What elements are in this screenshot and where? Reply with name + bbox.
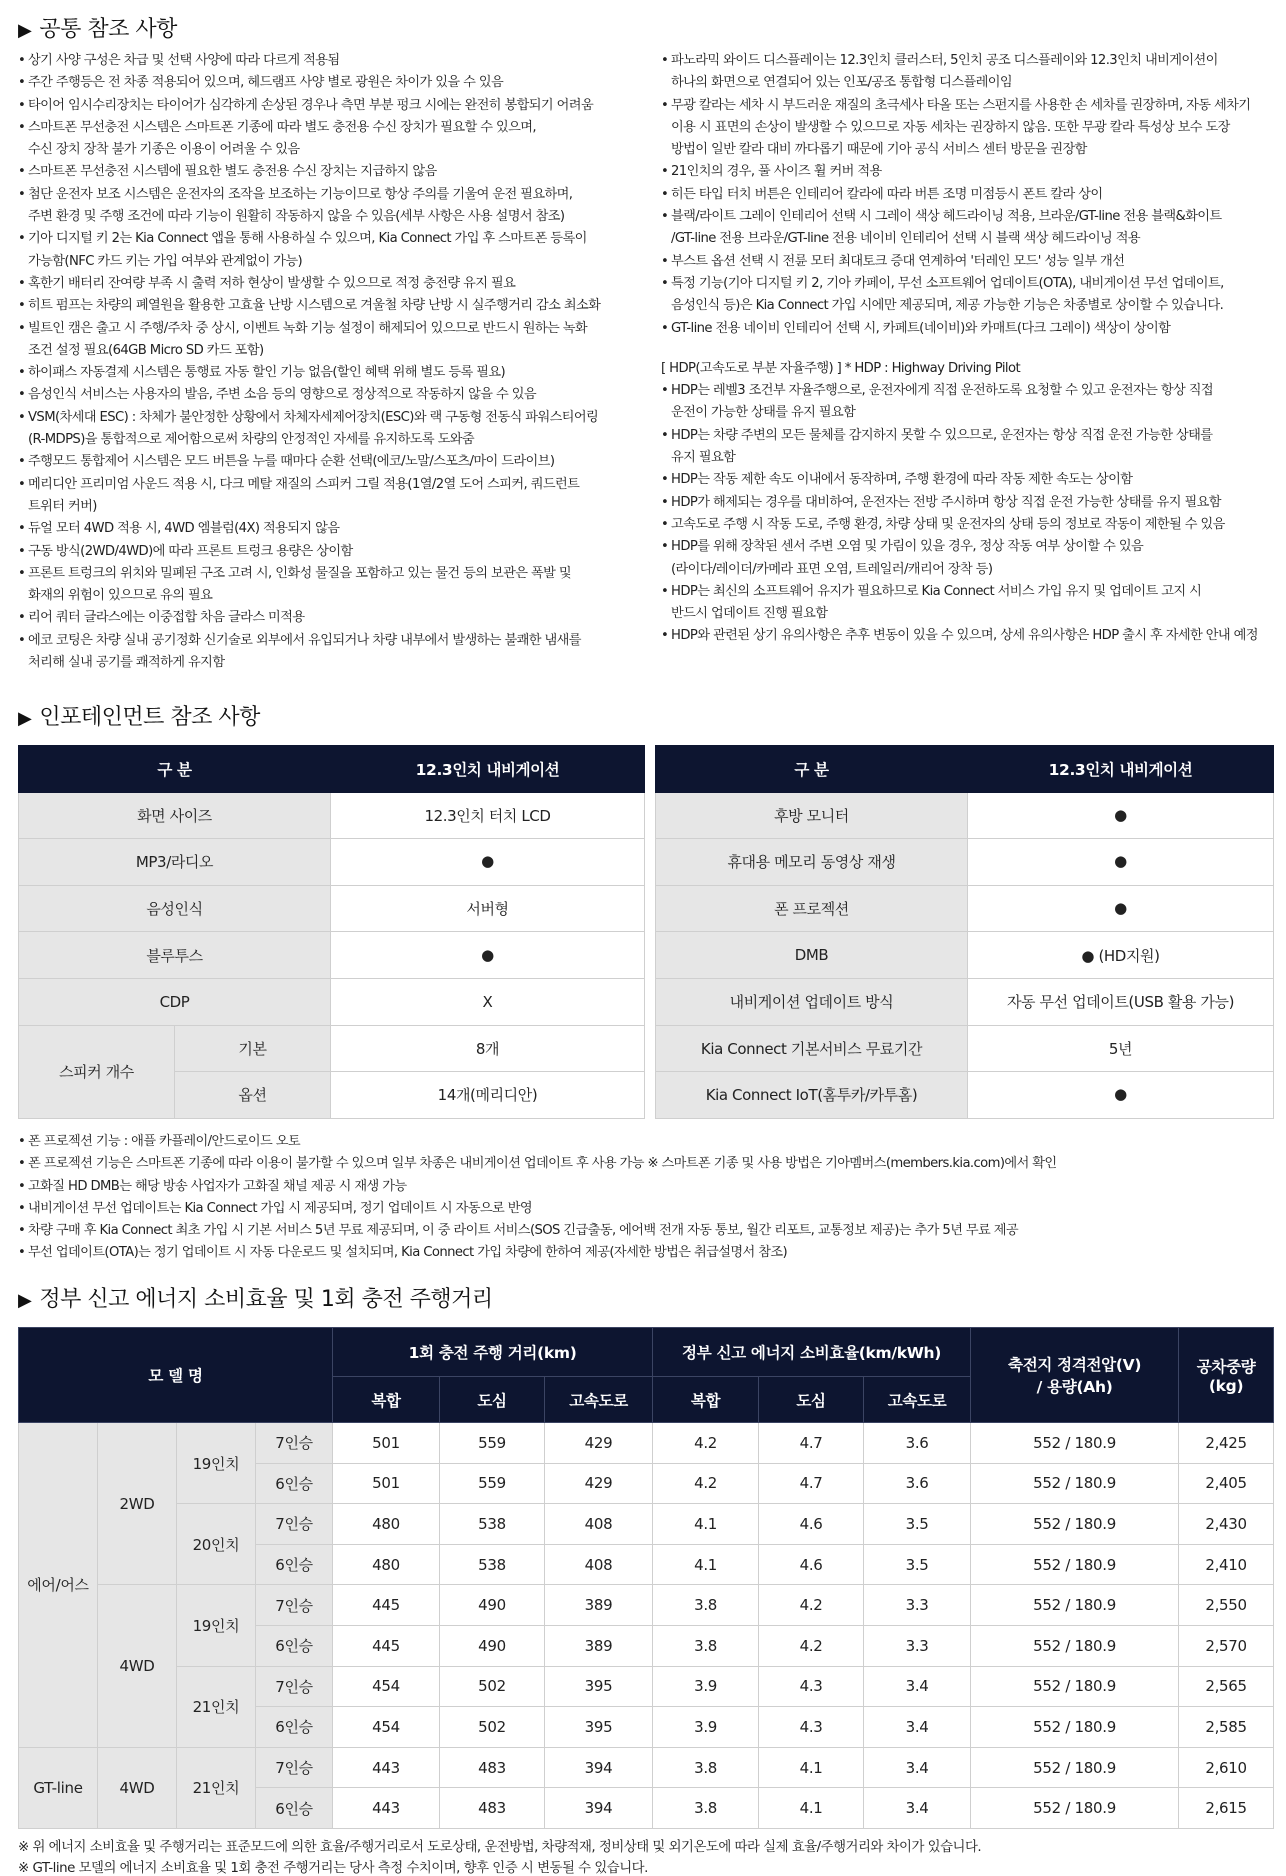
hdp-note-item: • HDP는 작동 제한 속도 이내에서 동작하며, 주행 환경에 따라 작동 제한 속도는 상이함 [661,469,1258,491]
value-cell: 3.3 [864,1625,971,1666]
section-title-common: ▶ 공통 참조 사항 [18,17,177,42]
sub-header: 도심 [759,1377,864,1423]
table-row [19,1666,1274,1707]
footnote-2: ※ GT-line 모델의 에너지 소비효율 및 1회 충전 주행거리는 당사 측정 수치이며, 향후 인증 시 변동될 수 있습니다. [18,1861,648,1876]
value-cell: 4.1 [653,1544,759,1585]
row-label: CDP [19,978,331,1025]
table-row [19,839,645,886]
note-item: 하나의 화면으로 연결되어 있는 인포/공조 통합형 디스플레이임 [671,75,1013,91]
sub-header: 복합 [333,1377,440,1423]
row-value: ● [331,839,645,886]
model-header: 모 델 명 [19,1328,333,1423]
row-value: ● (HD지원) [968,932,1274,979]
value-cell: 408 [545,1504,653,1545]
speaker-value: 8개 [331,1025,645,1072]
hdp-note-item: • HDP는 최신의 소프트웨어 유지가 필요하므로 Kia Connect 서비스 가입 유지 및 업데이트 고지 시 [661,581,1258,603]
value-cell: 4.1 [759,1747,864,1788]
hdp-note-item: 운전이 가능한 상태를 유지 필요함 [671,405,856,421]
row-label: 내비게이션 업데이트 방식 [656,978,968,1025]
value-cell: 389 [545,1585,653,1626]
value-cell: 4.7 [759,1463,864,1504]
note-item: 가능함(NFC 카드 키는 가입 여부와 관계없이 가능) [28,253,303,269]
section-title-energy: ▶ 정부 신고 에너지 소비효율 및 1회 충전 주행거리 [18,1287,493,1312]
row-value: 5년 [968,1025,1274,1072]
note-item: • 주행모드 통합제어 시스템은 모드 버튼을 누를 때마다 순환 선택(에코/노말/스포츠/마이 드라이브) [18,451,600,473]
battery-header [971,1328,1179,1423]
value-cell: 2,565 [1179,1666,1274,1707]
table-row [19,1423,1274,1464]
table-row [19,1504,1274,1545]
hdp-note-item: • HDP는 차량 주변의 모든 물체를 감지하지 못할 수 있으므로, 운전자는 항상 직접 운전 가능한 상태를 [661,425,1258,447]
speaker-label: 스피커 개수 [19,1025,175,1118]
seat-cell: 6인승 [256,1707,333,1748]
note-item: • 히트 펌프는 차량의 폐열원을 활용한 고효율 난방 시스템으로 겨울철 차량 난방 시 실주행거리 감소 최소화 [18,295,600,317]
note-item: • 히든 타입 터치 버튼은 인테리어 칼라에 따라 버튼 조명 미점등시 폰트 칼라 상이 [661,184,1258,206]
common-notes-right [661,50,1258,648]
drive-cell: 4WD [98,1747,177,1828]
weight-header-line2: (kg) [1208,1377,1244,1395]
section-title-infotainment: ▶ 인포테인먼트 참조 사항 [18,705,260,730]
col-header: 12.3인치 내비게이션 [331,746,645,793]
weight-header-line1: 공차중량 [1196,1358,1256,1376]
value-cell: 538 [440,1504,545,1545]
value-cell: 2,570 [1179,1625,1274,1666]
value-cell: 394 [545,1747,653,1788]
value-cell: 3.4 [864,1788,971,1829]
hdp-note-item: • 고속도로 주행 시 작동 도로, 주행 환경, 차량 상태 및 운전자의 상태 등의 정보로 작동이 제한될 수 있음 [661,514,1258,536]
table-row [19,885,645,932]
seat-cell: 7인승 [256,1504,333,1545]
value-cell: 454 [333,1666,440,1707]
value-cell: 395 [545,1666,653,1707]
row-label: Kia Connect 기본서비스 무료기간 [656,1025,968,1072]
value-cell: 4.2 [653,1463,759,1504]
row-label: 음성인식 [19,885,331,932]
note-item: 조건 설정 필요(64GB Micro SD 카드 포함) [28,342,264,358]
row-value: ● [968,792,1274,839]
value-cell: 389 [545,1625,653,1666]
note-item: • 첨단 운전자 보조 시스템은 운전자의 조작을 보조하는 기능이므로 항상 주의를 기울여 운전 필요하며, [18,184,600,206]
note-item: • 차량 구매 후 Kia Connect 최초 가입 시 기본 서비스 5년 무료 제공되며, 이 중 라이트 서비스(SOS 긴급출동, 에어백 전개 자동 통보, 월간 리포트, 교통정보 제공)는 추가 5년 무료 제공 [18,1220,1057,1242]
col-header: 12.3인치 내비게이션 [968,746,1274,793]
note-item: /GT-line 전용 브라운/GT-line 전용 네이비 인테리어 선택 시 블랙 색상 헤드라이닝 적용 [671,231,1140,247]
efficiency-header: 정부 신고 에너지 소비효율(km/kWh) [653,1328,971,1377]
note-item: • 무광 칼라는 세차 시 부드러운 재질의 초극세사 타올 또는 스펀지를 사용한 손 세차를 권장하며, 자동 세차기 [661,95,1258,117]
hdp-heading: [ HDP(고속도로 부분 자율주행) ] * HDP : Highway Driving Pilot [661,360,1021,376]
trim-cell: 에어/어스 [19,1423,98,1748]
hdp-note-item: • HDP와 관련된 상기 유의사항은 추후 변동이 있을 수 있으며, 상세 유의사항은 HDP 출시 후 자세한 안내 예정 [661,625,1258,647]
value-cell: 429 [545,1463,653,1504]
value-cell: 443 [333,1788,440,1829]
note-item: • 21인치의 경우, 풀 사이즈 휠 커버 적용 [661,161,1258,183]
hdp-note-item: 반드시 업데이트 진행 필요함 [671,606,828,622]
value-cell: 3.6 [864,1423,971,1464]
note-item: • 빌트인 캠은 출고 시 주행/주차 중 상시, 이벤트 녹화 기능 설정이 해제되어 있으므로 반드시 원하는 녹화 [18,318,600,340]
table-row [19,932,645,979]
value-cell: 483 [440,1747,545,1788]
speaker-value: 14개(메리디안) [331,1072,645,1119]
value-cell: 552 / 180.9 [971,1585,1179,1626]
value-cell: 4.1 [759,1788,864,1829]
value-cell: 559 [440,1423,545,1464]
speaker-sub-label: 기본 [175,1025,331,1072]
row-value: 자동 무선 업데이트(USB 활용 가능) [968,978,1274,1025]
value-cell: 445 [333,1585,440,1626]
table-row [19,792,645,839]
table-row [19,1747,1274,1788]
note-item: • 고화질 HD DMB는 해당 방송 사업자가 고화질 채널 제공 시 재생 가능 [18,1176,1057,1198]
row-label: 휴대용 메모리 동영상 재생 [656,839,968,886]
row-value: ● [331,932,645,979]
value-cell: 3.8 [653,1625,759,1666]
wheel-cell: 21인치 [177,1666,256,1747]
row-value: X [331,978,645,1025]
value-cell: 490 [440,1585,545,1626]
value-cell: 552 / 180.9 [971,1625,1179,1666]
value-cell: 3.4 [864,1707,971,1748]
value-cell: 552 / 180.9 [971,1463,1179,1504]
note-item: • 무선 업데이트(OTA)는 정기 업데이트 시 자동 다운로드 및 설치되며, Kia Connect 가입 차량에 한하여 제공(자세한 방법은 취급설명서 참조) [18,1242,1057,1264]
value-cell: 4.6 [759,1544,864,1585]
value-cell: 429 [545,1423,653,1464]
seat-cell: 7인승 [256,1585,333,1626]
weight-header [1179,1328,1274,1423]
value-cell: 502 [440,1707,545,1748]
value-cell: 480 [333,1544,440,1585]
value-cell: 3.9 [653,1707,759,1748]
table-row [656,1025,1274,1072]
infotainment-table-left [18,745,645,1119]
note-item: 처리해 실내 공기를 쾌적하게 유지함 [28,655,225,671]
value-cell: 490 [440,1625,545,1666]
row-value: ● [968,1072,1274,1119]
drive-cell: 2WD [98,1423,177,1585]
value-cell: 3.6 [864,1463,971,1504]
row-label: 화면 사이즈 [19,792,331,839]
note-item: • 부스트 옵션 선택 시 전륜 모터 최대토크 증대 연계하여 '터레인 모드' 성능 일부 개선 [661,251,1258,273]
seat-cell: 7인승 [256,1666,333,1707]
value-cell: 2,550 [1179,1585,1274,1626]
table-row [19,978,645,1025]
value-cell: 454 [333,1707,440,1748]
note-item: • 타이어 임시수리장치는 타이어가 심각하게 손상된 경우나 측면 부분 펑크 시에는 완전히 봉합되기 어려움 [18,95,600,117]
note-item: 이용 시 표면의 손상이 발생할 수 있으므로 자동 세차는 권장하지 않음. 또한 무광 칼라 특성상 보수 도장 [671,119,1230,135]
table-row [656,885,1274,932]
value-cell: 483 [440,1788,545,1829]
note-item: • 폰 프로젝션 기능은 스마트폰 기종에 따라 이용이 불가할 수 있으며 일부 차종은 내비게이션 업데이트 후 사용 가능 ※ 스마트폰 기종 및 사용 방법은 기아멤버스(members.kia.com)에서 확인 [18,1153,1057,1175]
wheel-cell: 19인치 [177,1585,256,1666]
value-cell: 480 [333,1504,440,1545]
value-cell: 3.9 [653,1666,759,1707]
note-item: • 특정 기능(기아 디지털 키 2, 기아 카페이, 무선 소프트웨어 업데이트(OTA), 내비게이션 무선 업데이트, [661,273,1258,295]
note-item: • 프론트 트렁크의 위치와 밀폐된 구조 고려 시, 인화성 물질을 포함하고 있는 물건 등의 보관은 폭발 및 [18,563,600,585]
note-item: • 상기 사양 구성은 차급 및 선택 사양에 따라 다르게 적용됨 [18,50,600,72]
value-cell: 408 [545,1544,653,1585]
drive-cell: 4WD [98,1585,177,1747]
value-cell: 2,430 [1179,1504,1274,1545]
table-row [656,978,1274,1025]
note-item: • 에코 코팅은 차량 실내 공기정화 신기술로 외부에서 유입되거나 차량 내부에서 발생하는 불쾌한 냄새를 [18,630,600,652]
wheel-cell: 20인치 [177,1504,256,1585]
triangle-icon: ▶ [18,20,32,41]
value-cell: 3.4 [864,1666,971,1707]
value-cell: 3.8 [653,1788,759,1829]
seat-cell: 6인승 [256,1544,333,1585]
triangle-icon: ▶ [18,1290,32,1311]
value-cell: 4.1 [653,1504,759,1545]
range-header: 1회 충전 주행 거리(km) [333,1328,653,1377]
value-cell: 4.6 [759,1504,864,1545]
value-cell: 3.4 [864,1747,971,1788]
note-item: • 파노라믹 와이드 디스플레이는 12.3인치 클러스터, 5인치 공조 디스플레이와 12.3인치 내비게이션이 [661,50,1258,72]
value-cell: 394 [545,1788,653,1829]
value-cell: 3.8 [653,1747,759,1788]
row-value: ● [968,839,1274,886]
note-item: 주변 환경 및 주행 조건에 따라 기능이 원활히 작동하지 않을 수 있음(세부 사항은 사용 설명서 참조) [28,209,565,225]
table-row [656,932,1274,979]
value-cell: 445 [333,1625,440,1666]
infotainment-table-right [655,745,1274,1119]
note-item: 음성인식 등)은 Kia Connect 가입 시에만 제공되며, 제공 가능한 기능은 차종별로 상이할 수 있습니다. [671,298,1224,314]
col-header: 구 분 [19,746,331,793]
value-cell: 502 [440,1666,545,1707]
value-cell: 501 [333,1423,440,1464]
value-cell: 2,405 [1179,1463,1274,1504]
note-item: (R-MDPS)을 통합적으로 제어함으로써 차량의 안정적인 자세를 유지하도록 도와줌 [28,432,475,448]
note-item: • 리어 쿼터 글라스에는 이중접합 차음 글라스 미적용 [18,607,600,629]
value-cell: 4.3 [759,1666,864,1707]
seat-cell: 6인승 [256,1625,333,1666]
note-item: • 기아 디지털 키 2는 Kia Connect 앱을 통해 사용하실 수 있으며, Kia Connect 가입 후 스마트폰 등록이 [18,228,600,250]
value-cell: 4.2 [759,1625,864,1666]
value-cell: 4.3 [759,1707,864,1748]
table-row [656,839,1274,886]
seat-cell: 7인승 [256,1423,333,1464]
sub-header: 복합 [653,1377,759,1423]
sub-header: 도심 [440,1377,545,1423]
table-row [656,792,1274,839]
value-cell: 2,610 [1179,1747,1274,1788]
seat-cell: 7인승 [256,1747,333,1788]
speaker-sub-label: 옵션 [175,1072,331,1119]
note-item: • 스마트폰 무선충전 시스템에 필요한 별도 충전용 수신 장치는 지급하지 않음 [18,161,600,183]
value-cell: 552 / 180.9 [971,1747,1179,1788]
value-cell: 395 [545,1707,653,1748]
value-cell: 552 / 180.9 [971,1707,1179,1748]
row-value: ● [968,885,1274,932]
value-cell: 2,425 [1179,1423,1274,1464]
common-notes-left [18,50,600,674]
value-cell: 3.5 [864,1544,971,1585]
note-item: • 블랙/라이트 그레이 인테리어 선택 시 그레이 색상 헤드라이닝 적용, 브라운/GT-line 전용 블랙&화이트 [661,206,1258,228]
sub-header: 고속도로 [864,1377,971,1423]
note-item: • 메리디안 프리미엄 사운드 적용 시, 다크 메탈 재질의 스피커 그릴 적용(1열/2열 도어 스피커, 쿼드런트 [18,474,600,496]
row-label: 후방 모니터 [656,792,968,839]
table-row [656,1072,1274,1119]
value-cell: 4.2 [759,1585,864,1626]
value-cell: 2,410 [1179,1544,1274,1585]
value-cell: 552 / 180.9 [971,1544,1179,1585]
note-item: • 음성인식 서비스는 사용자의 발음, 주변 소음 등의 영향으로 정상적으로 작동하지 않을 수 있음 [18,384,600,406]
row-label: 폰 프로젝션 [656,885,968,932]
note-item: • 내비게이션 무선 업데이트는 Kia Connect 가입 시 제공되며, 정기 업데이트 시 자동으로 반영 [18,1198,1057,1220]
value-cell: 4.7 [759,1423,864,1464]
wheel-cell: 19인치 [177,1423,256,1504]
hdp-note-item: (라이다/레이더/카메라 표면 오염, 트레일러/캐리어 장착 등) [671,561,993,577]
wheel-cell: 21인치 [177,1747,256,1828]
value-cell: 559 [440,1463,545,1504]
value-cell: 3.8 [653,1585,759,1626]
note-item: • VSM(차세대 ESC) : 차체가 불안정한 상황에서 차체자세제어장치(ESC)와 랙 구동형 전동식 파워스티어링 [18,407,600,429]
row-label: 블루투스 [19,932,331,979]
value-cell: 552 / 180.9 [971,1423,1179,1464]
value-cell: 3.3 [864,1585,971,1626]
note-item: • 혹한기 배터리 잔여량 부족 시 출력 저하 현상이 발생할 수 있으므로 적정 충전량 유지 필요 [18,273,600,295]
value-cell: 443 [333,1747,440,1788]
hdp-note-item: • HDP는 레벨3 조건부 자율주행으로, 운전자에게 직접 운전하도록 요청할 수 있고 운전자는 항상 직접 [661,380,1258,402]
note-item: • 폰 프로젝션 기능 : 애플 카플레이/안드로이드 오토 [18,1131,1057,1153]
row-label: Kia Connect IoT(홈투카/카투홈) [656,1072,968,1119]
seat-cell: 6인승 [256,1463,333,1504]
note-item: • 듀얼 모터 4WD 적용 시, 4WD 엠블럼(4X) 적용되지 않음 [18,518,600,540]
value-cell: 501 [333,1463,440,1504]
row-label: MP3/라디오 [19,839,331,886]
seat-cell: 6인승 [256,1788,333,1829]
energy-efficiency-table [18,1327,1274,1829]
value-cell: 2,585 [1179,1707,1274,1748]
table-row [19,1585,1274,1626]
note-item: • 주간 주행등은 전 차종 적용되어 있으며, 헤드램프 사양 별로 광원은 차이가 있을 수 있음 [18,72,600,94]
footnote-1: ※ 위 에너지 소비효율 및 주행거리는 표준모드에 의한 효율/주행거리로서 도로상태, 운전방법, 차량적재, 정비상태 및 외기온도에 따라 실제 효율/주행거리와 차이가 있습니다. [18,1840,982,1855]
table-row [19,1025,645,1072]
battery-header-line1: 축전지 정격전압(V) [1008,1356,1142,1374]
note-item: • 하이패스 자동결제 시스템은 통행료 자동 할인 기능 없음(할인 혜택 위해 별도 등록 필요) [18,362,600,384]
value-cell: 552 / 180.9 [971,1666,1179,1707]
battery-header-line2: / 용량(Ah) [1036,1378,1113,1396]
note-item: • 구동 방식(2WD/4WD)에 따라 프론트 트렁크 용량은 상이함 [18,541,600,563]
hdp-note-item: 유지 필요함 [671,450,736,466]
infotainment-notes [18,1131,1057,1265]
note-item: • GT-line 전용 네이비 인테리어 선택 시, 카페트(네이비)와 카매트(다크 그레이) 색상이 상이함 [661,318,1258,340]
note-item: 방법이 일반 칼라 대비 까다롭기 때문에 기아 공식 서비스 센터 방문을 권장함 [671,142,1087,158]
row-value: 서버형 [331,885,645,932]
value-cell: 552 / 180.9 [971,1788,1179,1829]
row-label: DMB [656,932,968,979]
note-item: • 스마트폰 무선충전 시스템은 스마트폰 기종에 따라 별도 충전용 수신 장치가 필요할 수 있으며, [18,117,600,139]
note-item: 수신 장치 장착 불가 기종은 이용이 어려울 수 있음 [28,142,300,158]
value-cell: 538 [440,1544,545,1585]
value-cell: 4.2 [653,1423,759,1464]
hdp-note-item: • HDP를 위해 장착된 센서 주변 오염 및 가림이 있을 경우, 정상 작동 여부 상이할 수 있음 [661,536,1258,558]
value-cell: 552 / 180.9 [971,1504,1179,1545]
note-item: 화재의 위험이 있으므로 유의 필요 [28,588,213,604]
row-value: 12.3인치 터치 LCD [331,792,645,839]
col-header: 구 분 [656,746,968,793]
sub-header: 고속도로 [545,1377,653,1423]
triangle-icon: ▶ [18,708,32,729]
hdp-note-item: • HDP가 해제되는 경우를 대비하여, 운전자는 전방 주시하며 항상 직접 운전 가능한 상태를 유지 필요함 [661,492,1258,514]
trim-cell: GT-line [19,1747,98,1828]
note-item: 트위터 커버) [28,498,97,514]
value-cell: 2,615 [1179,1788,1274,1829]
value-cell: 3.5 [864,1504,971,1545]
